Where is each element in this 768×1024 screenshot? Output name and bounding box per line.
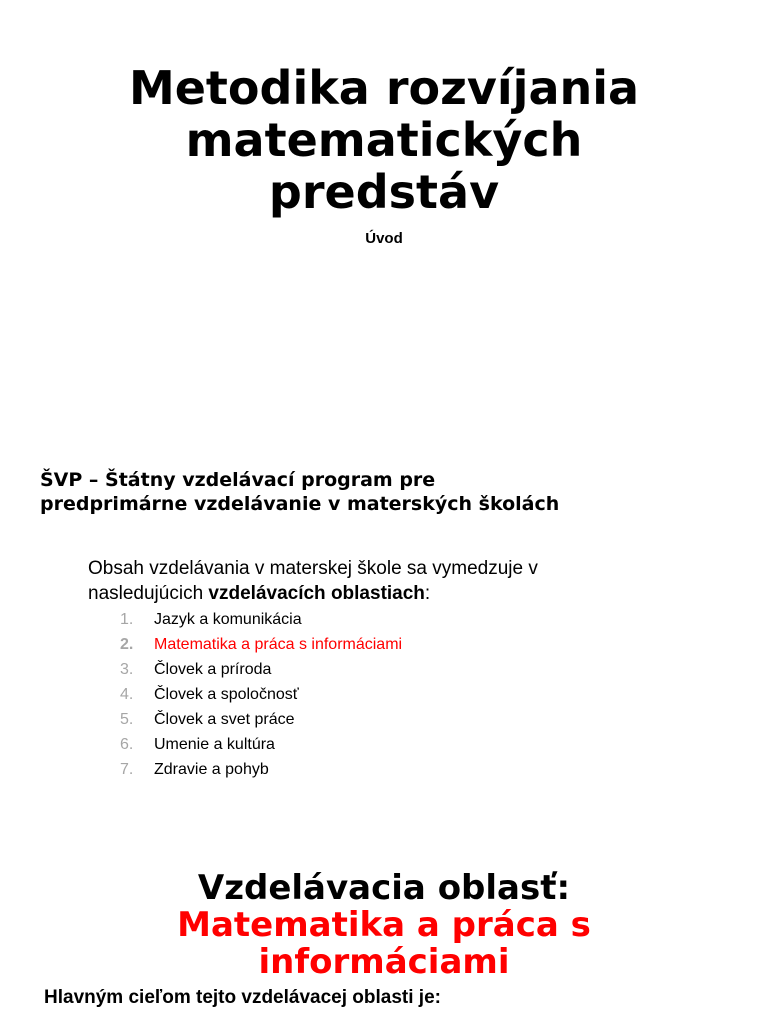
list-item-label: Človek a príroda [154,661,272,678]
svp-intro-bold: vzdelávacích oblastiach [208,583,425,604]
education-areas-list [120,607,402,782]
svp-intro-end: : [424,583,431,604]
slide-title [0,0,768,430]
title-line-2: matematických [185,113,583,167]
list-item [120,682,402,707]
list-item [120,732,402,757]
title-line-3: predstáv [268,165,500,219]
list-item [120,757,402,782]
svp-heading [40,468,740,516]
list-item-highlighted [120,632,402,657]
title-line-1: Metodika rozvíjania [128,61,640,115]
education-area-title-red-line-2: informáciami [258,942,510,982]
education-area-title-line-1: Vzdelávacia oblasť: [197,868,571,908]
list-item-label: Človek a spoločnosť [154,686,299,703]
svp-heading-line-2: predprimárne vzdelávanie v materských školách [40,493,560,515]
list-item-label: Jazyk a komunikácia [154,611,302,628]
list-item-number: 4. [120,686,134,703]
list-item-number: 1. [120,611,134,628]
list-item-label: Človek a svet práce [154,711,295,728]
list-item [120,607,402,632]
list-item-label: Zdravie a pohyb [154,761,269,778]
list-item-label: Umenie a kultúra [154,736,275,753]
list-item-number: 5. [120,711,134,728]
list-item [120,707,402,732]
list-item-label: Matematika a práca s informáciami [154,636,403,653]
list-item-number: 2. [120,636,134,653]
svp-intro-text: Obsah vzdelávania v materskej škole sa vymedzuje v nasledujúcich [88,558,538,604]
presentation-subtitle: Úvod [365,230,403,247]
svp-heading-line-1: ŠVP – Štátny vzdelávací program pre [40,469,436,491]
education-area-title [0,870,768,981]
slide-svp [0,430,768,830]
list-item-number: 3. [120,661,134,678]
list-item-number: 6. [120,736,134,753]
presentation-title [0,62,768,218]
list-item-number: 7. [120,761,134,778]
main-goal-text: Hlavným cieľom tejto vzdelávacej oblasti je: [44,987,441,1008]
svp-intro-paragraph [88,556,608,606]
education-area-title-red-line-1: Matematika a práca s [177,905,591,945]
slide-education-area [0,830,768,1024]
list-item [120,657,402,682]
